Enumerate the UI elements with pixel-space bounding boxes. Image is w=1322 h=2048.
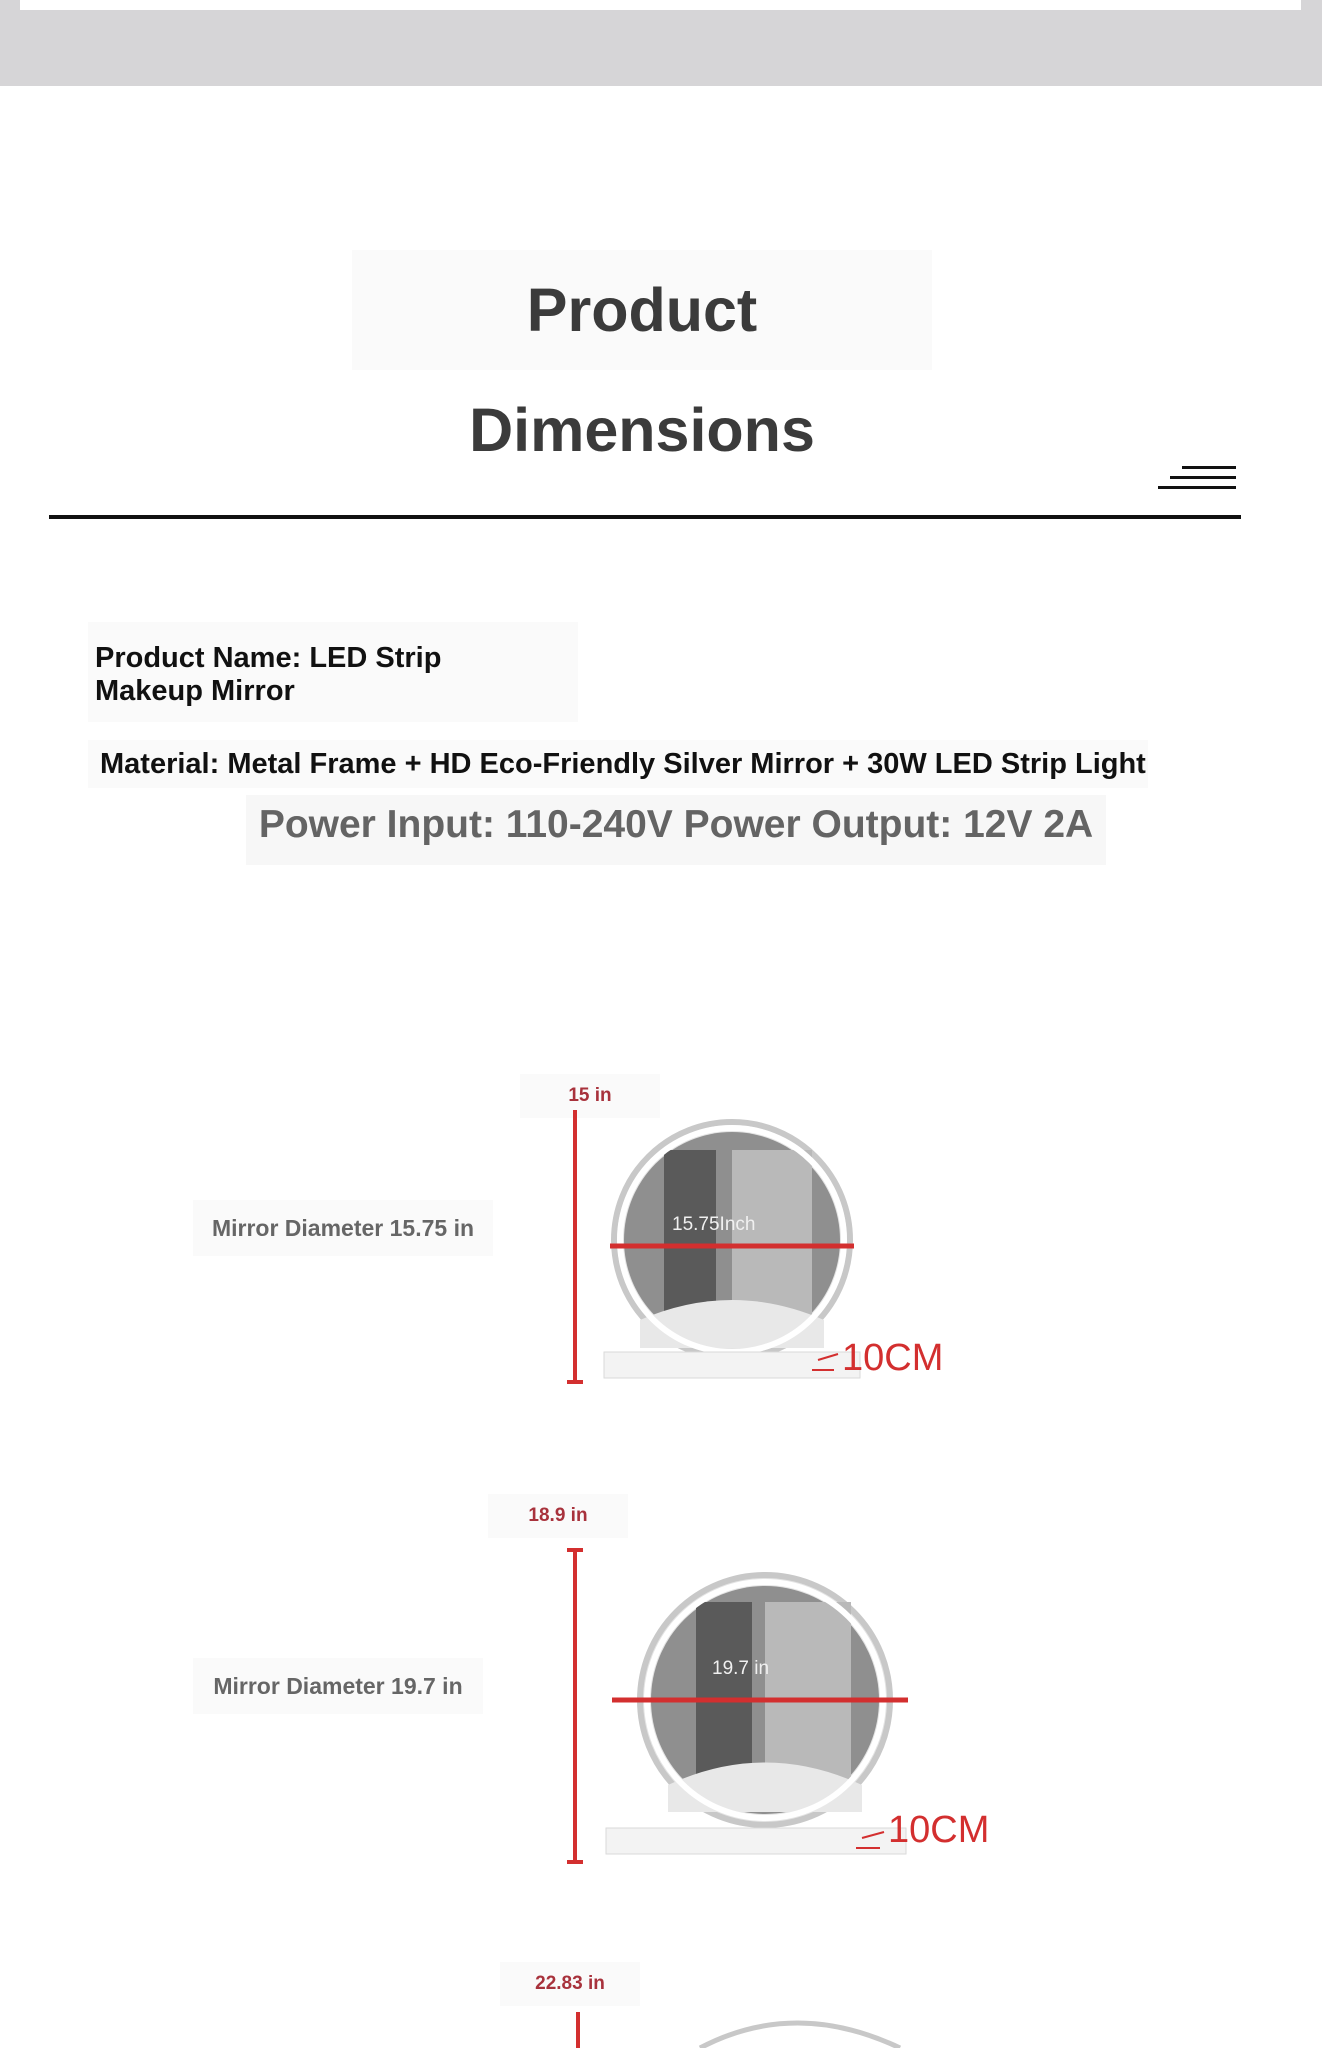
product-name-line-1: Product Name: LED Strip (95, 642, 442, 674)
product-name (88, 622, 578, 722)
mirror-1-diameter-mark: 15.75Inch (672, 1214, 756, 1235)
mirror-1-depth-mark: 10CM (842, 1337, 944, 1379)
mirror-1-label: Mirror Diameter 15.75 in (193, 1200, 493, 1256)
power-spec: Power Input: 110-240V Power Output: 12V 2A (246, 795, 1106, 865)
mirror-1-illustration (560, 1090, 960, 1390)
mirror-1-height-label: 15 in (520, 1074, 660, 1118)
page-title: Product Dimensions (352, 250, 932, 370)
mirror-3-height-label: 22.83 in (500, 1962, 640, 2006)
hamburger-menu-icon[interactable] (1158, 466, 1236, 496)
mirror-3-illustration (560, 2010, 960, 2048)
top-banner-inner (20, 0, 1301, 10)
mirror-2-depth-mark: 10CM (888, 1809, 990, 1851)
mirror-2-height-label: 18.9 in (488, 1494, 628, 1538)
material-spec: Material: Metal Frame + HD Eco-Friendly Silver Mirror + 30W LED Strip Light (88, 740, 1148, 788)
product-name-line-2: Makeup Mirror (95, 675, 295, 707)
section-divider (49, 515, 1241, 519)
mirror-2-illustration (560, 1540, 1000, 1870)
mirror-2-label: Mirror Diameter 19.7 in (193, 1658, 483, 1714)
top-banner (0, 0, 1322, 86)
mirror-2-diameter-mark: 19.7 in (712, 1658, 770, 1679)
